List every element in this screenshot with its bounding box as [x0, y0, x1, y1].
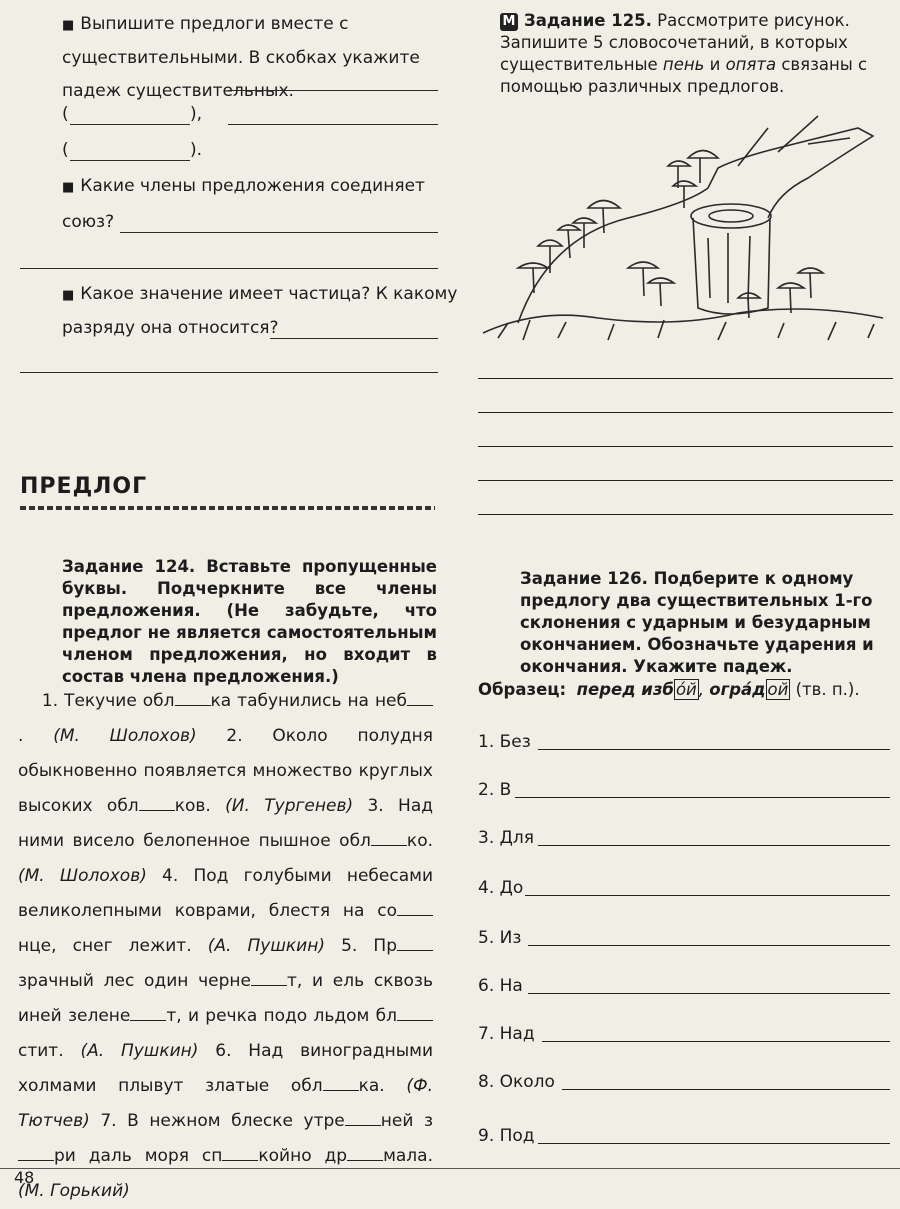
- answer-line[interactable]: [228, 72, 438, 91]
- answer-row: 4. До: [478, 872, 890, 902]
- letter-gap[interactable]: [18, 1144, 54, 1161]
- question-conjunction: Какие члены предложения соединяет: [80, 176, 425, 196]
- answer-row: 2. В: [478, 774, 890, 804]
- letter-gap[interactable]: [347, 1144, 383, 1161]
- answer-row: 9. Под: [478, 1120, 890, 1150]
- task-126-instructions: Задание 126. Подберите к одному предлогу два существительных 1-го склонения с ударным и безударным окончанием. Обозначьте ударения и окончания. Укажите падеж.: [520, 569, 874, 676]
- task-126-sample: Образец: перед изб о́й , огра́д ой (тв. п.).: [478, 680, 860, 699]
- task-124-exercise: 1. Текучие обл ка табунились на неб. (М. Шолохов) 2. Около полудня обыкновенно появляется множество круглых высоких обл ков. (И. Тургенев) 3. Над ними висело белопенное пышное обл ко. (М. Шолохов) 4. Под голубыми небесами великолепными коврами, блестя на сонце, снег лежит. (А. Пушкин) 5. Прзрачный лес один черне т, и ель сквозь иней зелене т, и речка подо льдом блстит. (А. Пушкин) 6. Над виноградными холмами плывут златые обл ка. (Ф. Тютчев) 7. В нежном блеске утре ней зри даль моря сп койно др мала. (М. Горький): [18, 691, 433, 1201]
- answer-line[interactable]: [538, 1143, 890, 1144]
- answer-row: 7. Над: [478, 1018, 890, 1048]
- answer-line[interactable]: [538, 845, 890, 846]
- letter-gap[interactable]: [371, 829, 407, 846]
- bullet-icon: ■: [62, 288, 75, 303]
- answer-row: 6. На: [478, 970, 890, 1000]
- task-125-instructions: М Задание 125. Рассмотрите рисунок. Запишите 5 словосочетаний, в которых существительные пень и опята связаны с помощью различных предлогов.: [500, 11, 868, 96]
- answer-line[interactable]: [478, 446, 893, 447]
- answer-line[interactable]: [525, 895, 890, 896]
- bullet-icon: ■: [62, 18, 75, 33]
- answer-line[interactable]: [542, 1041, 890, 1042]
- answer-line[interactable]: [120, 214, 438, 233]
- answer-line[interactable]: [538, 749, 890, 750]
- page-footer-rule: [0, 1168, 900, 1169]
- answer-line[interactable]: [70, 142, 190, 161]
- letter-gap[interactable]: [345, 1109, 381, 1126]
- task-124-instructions: Задание 124. Вставьте пропущенные буквы. Подчеркните все члены предложения. (Не забудьте, что предлог не является самостоятельным членом предложения, но входит в состав члена предложения.): [62, 557, 437, 686]
- ending-box: ой: [767, 680, 789, 699]
- answer-line[interactable]: [20, 354, 438, 373]
- letter-gap[interactable]: [139, 794, 175, 811]
- answer-row: 8. Около: [478, 1066, 890, 1096]
- answer-row: 1. Без: [478, 726, 890, 756]
- section-heading: ПРЕДЛОГ: [20, 474, 148, 499]
- answer-line[interactable]: [478, 514, 893, 515]
- workbook-page: ■ Выпишите предлоги вместе с существительными. В скобках укажите падеж существительных. ( ), ( ). ■ Какие члены предложения соединяет союз? ■ Какое значение имеет частица? К какому разряду она относится? ПРЕДЛОГ Задание 124. Вставьте пропущенные буквы. Подчеркните все члены предложения. (Не забудьте, что предлог не является самостоятельным членом предложения, но входит в состав члена предложения.) 1. Текучие обл ка табунились на неб. (М. Шолохов) 2. Около полудня обыкновенно появляется множество круглых высоких обл ков. (И. Тургенев) 3. Над ними висело белопенное пышное обл ко. (М. Шолохов) 4. Под голубыми небесами великолепными коврами, блестя на сонце, снег лежит. (А. Пушкин) 5. Прзрачный лес один черне т, и ель сквозь иней зелене т, и речка подо льдом блстит. (А. Пушкин) 6. Над виноградными холмами плывут златые обл ка. (Ф. Тютчев) 7. В нежном блеске утре ней зри даль моря сп койно др мала. (М. Горький) М Задание 125. Рассмотрите рисунок. Запишите 5 словосочетаний, в которых существительные пень и опята связаны с помощью различных предлогов. Задание 126. Подберите к одному предлогу два существительных 1-го склонения с ударным и безударным окончанием. Обозначьте ударения и окончания. Укажите падеж. Образец: перед изб о́й , огра́д ой (тв. п.). 1. Без 2. В 3. Для 4. До 5. Из 6. На 7. Над 8. Около 9. Под 48: [0, 0, 900, 1200]
- answer-line[interactable]: [528, 945, 890, 946]
- question-prepositions: Выпишите предлоги вместе с существительными. В скобках укажите падеж существительных.: [62, 14, 420, 101]
- answer-line[interactable]: [515, 797, 890, 798]
- answer-row: 5. Из: [478, 922, 890, 952]
- letter-gap[interactable]: [323, 1074, 359, 1091]
- letter-gap[interactable]: [397, 1004, 433, 1021]
- letter-gap[interactable]: [397, 934, 433, 951]
- answer-line[interactable]: [478, 412, 893, 413]
- letter-gap[interactable]: [407, 689, 433, 706]
- letter-gap[interactable]: [130, 1004, 166, 1021]
- question-particle: Какое значение имеет частица? К какому: [80, 284, 458, 304]
- answer-line[interactable]: [70, 106, 190, 125]
- method-badge-icon: М: [500, 13, 518, 31]
- heading-divider: [20, 506, 435, 510]
- page-number: 48: [14, 1168, 35, 1187]
- letter-gap[interactable]: [175, 689, 211, 706]
- answer-row: 3. Для: [478, 822, 890, 852]
- bullet-icon: ■: [62, 180, 75, 195]
- letter-gap[interactable]: [222, 1144, 258, 1161]
- answer-line[interactable]: [270, 320, 438, 339]
- ending-box: о́й: [675, 680, 697, 699]
- letter-gap[interactable]: [251, 969, 287, 986]
- answer-line[interactable]: [562, 1089, 890, 1090]
- answer-line[interactable]: [478, 480, 893, 481]
- stump-mushrooms-illustration: [478, 108, 890, 348]
- answer-line[interactable]: [478, 378, 893, 379]
- answer-line[interactable]: [228, 106, 438, 125]
- letter-gap[interactable]: [397, 899, 433, 916]
- answer-line[interactable]: [20, 250, 438, 269]
- answer-line[interactable]: [528, 993, 890, 994]
